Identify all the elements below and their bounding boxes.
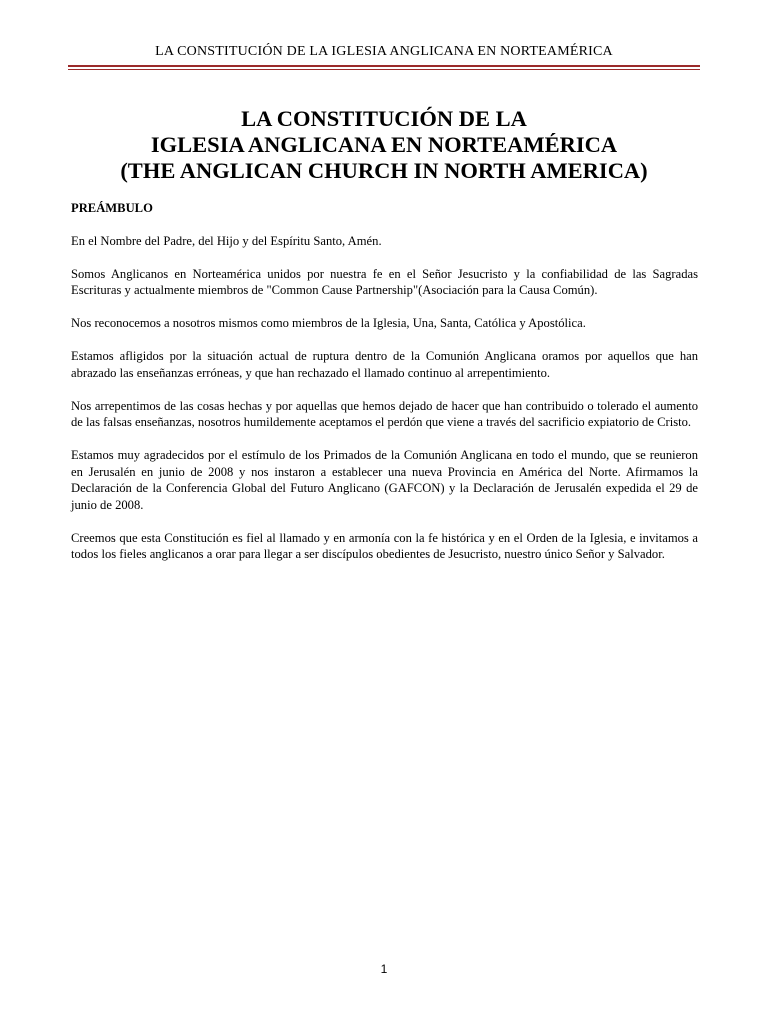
paragraph-gratitude: Estamos muy agradecidos por el estímulo de los Primados de la Comunión Anglicana en todo el mundo, que se reunieron en Jerusalén en junio de 2008 y nos instaron a establecer una nueva Provincia en América del Norte. Afirmamos la Declaración de la Conferencia Global del Futuro Anglicano (GAFCON) y la Declaración de Jerusalén expedida el 29 de junio de 2008. [71, 448, 698, 512]
preamble-section [71, 200, 698, 579]
paragraph-affliction: Estamos afligidos por la situación actual de ruptura dentro de la Comunión Anglicana oramos por aquellos que han abrazado las enseñanzas erróneas, y que han rechazado el llamado continuo al arrepentimiento. [71, 349, 698, 380]
title-line-3: (THE ANGLICAN CHURCH IN NORTH AMERICA) [120, 158, 648, 183]
title-line-1: LA CONSTITUCIÓN DE LA [241, 106, 527, 131]
paragraph-belief: Creemos que esta Constitución es fiel al llamado y en armonía con la fe histórica y en el Orden de la Iglesia, e invitamos a todos los fieles anglicanos a orar para llegar a ser discípulos obedientes de Jesucristo, nuestro único Señor y Salvador. [71, 530, 698, 561]
header-rule [68, 65, 700, 67]
document-title [68, 106, 700, 184]
page-number: 1 [380, 962, 388, 976]
section-heading: PREÁMBULO [71, 201, 153, 215]
paragraph-identity: Somos Anglicanos en Norteamérica unidos por nuestra fe en el Señor Jesucristo y la confiabilidad de las Sagradas Escrituras y actualmente miembros de "Common Cause Partnership"(Asociación para la Causa Común). [71, 266, 698, 297]
header-rule-thin [68, 69, 700, 70]
paragraph-invocation: En el Nombre del Padre, del Hijo y del Espíritu Santo, Amén. [71, 233, 382, 248]
title-line-2: IGLESIA ANGLICANA EN NORTEAMÉRICA [150, 132, 618, 157]
paragraph-repentance: Nos arrepentimos de las cosas hechas y por aquellas que hemos dejado de hacer que han contribuido o tolerado el aumento de las falsas enseñanzas, nosotros humildemente aceptamos el perdón que viene a través del sacrificio expiatorio de Cristo. [71, 398, 698, 429]
running-header: LA CONSTITUCIÓN DE LA IGLESIA ANGLICANA EN NORTEAMÉRICA [155, 44, 613, 59]
paragraph-recognition: Nos reconocemos a nosotros mismos como miembros de la Iglesia, Una, Santa, Católica y Apostólica. [71, 316, 586, 330]
